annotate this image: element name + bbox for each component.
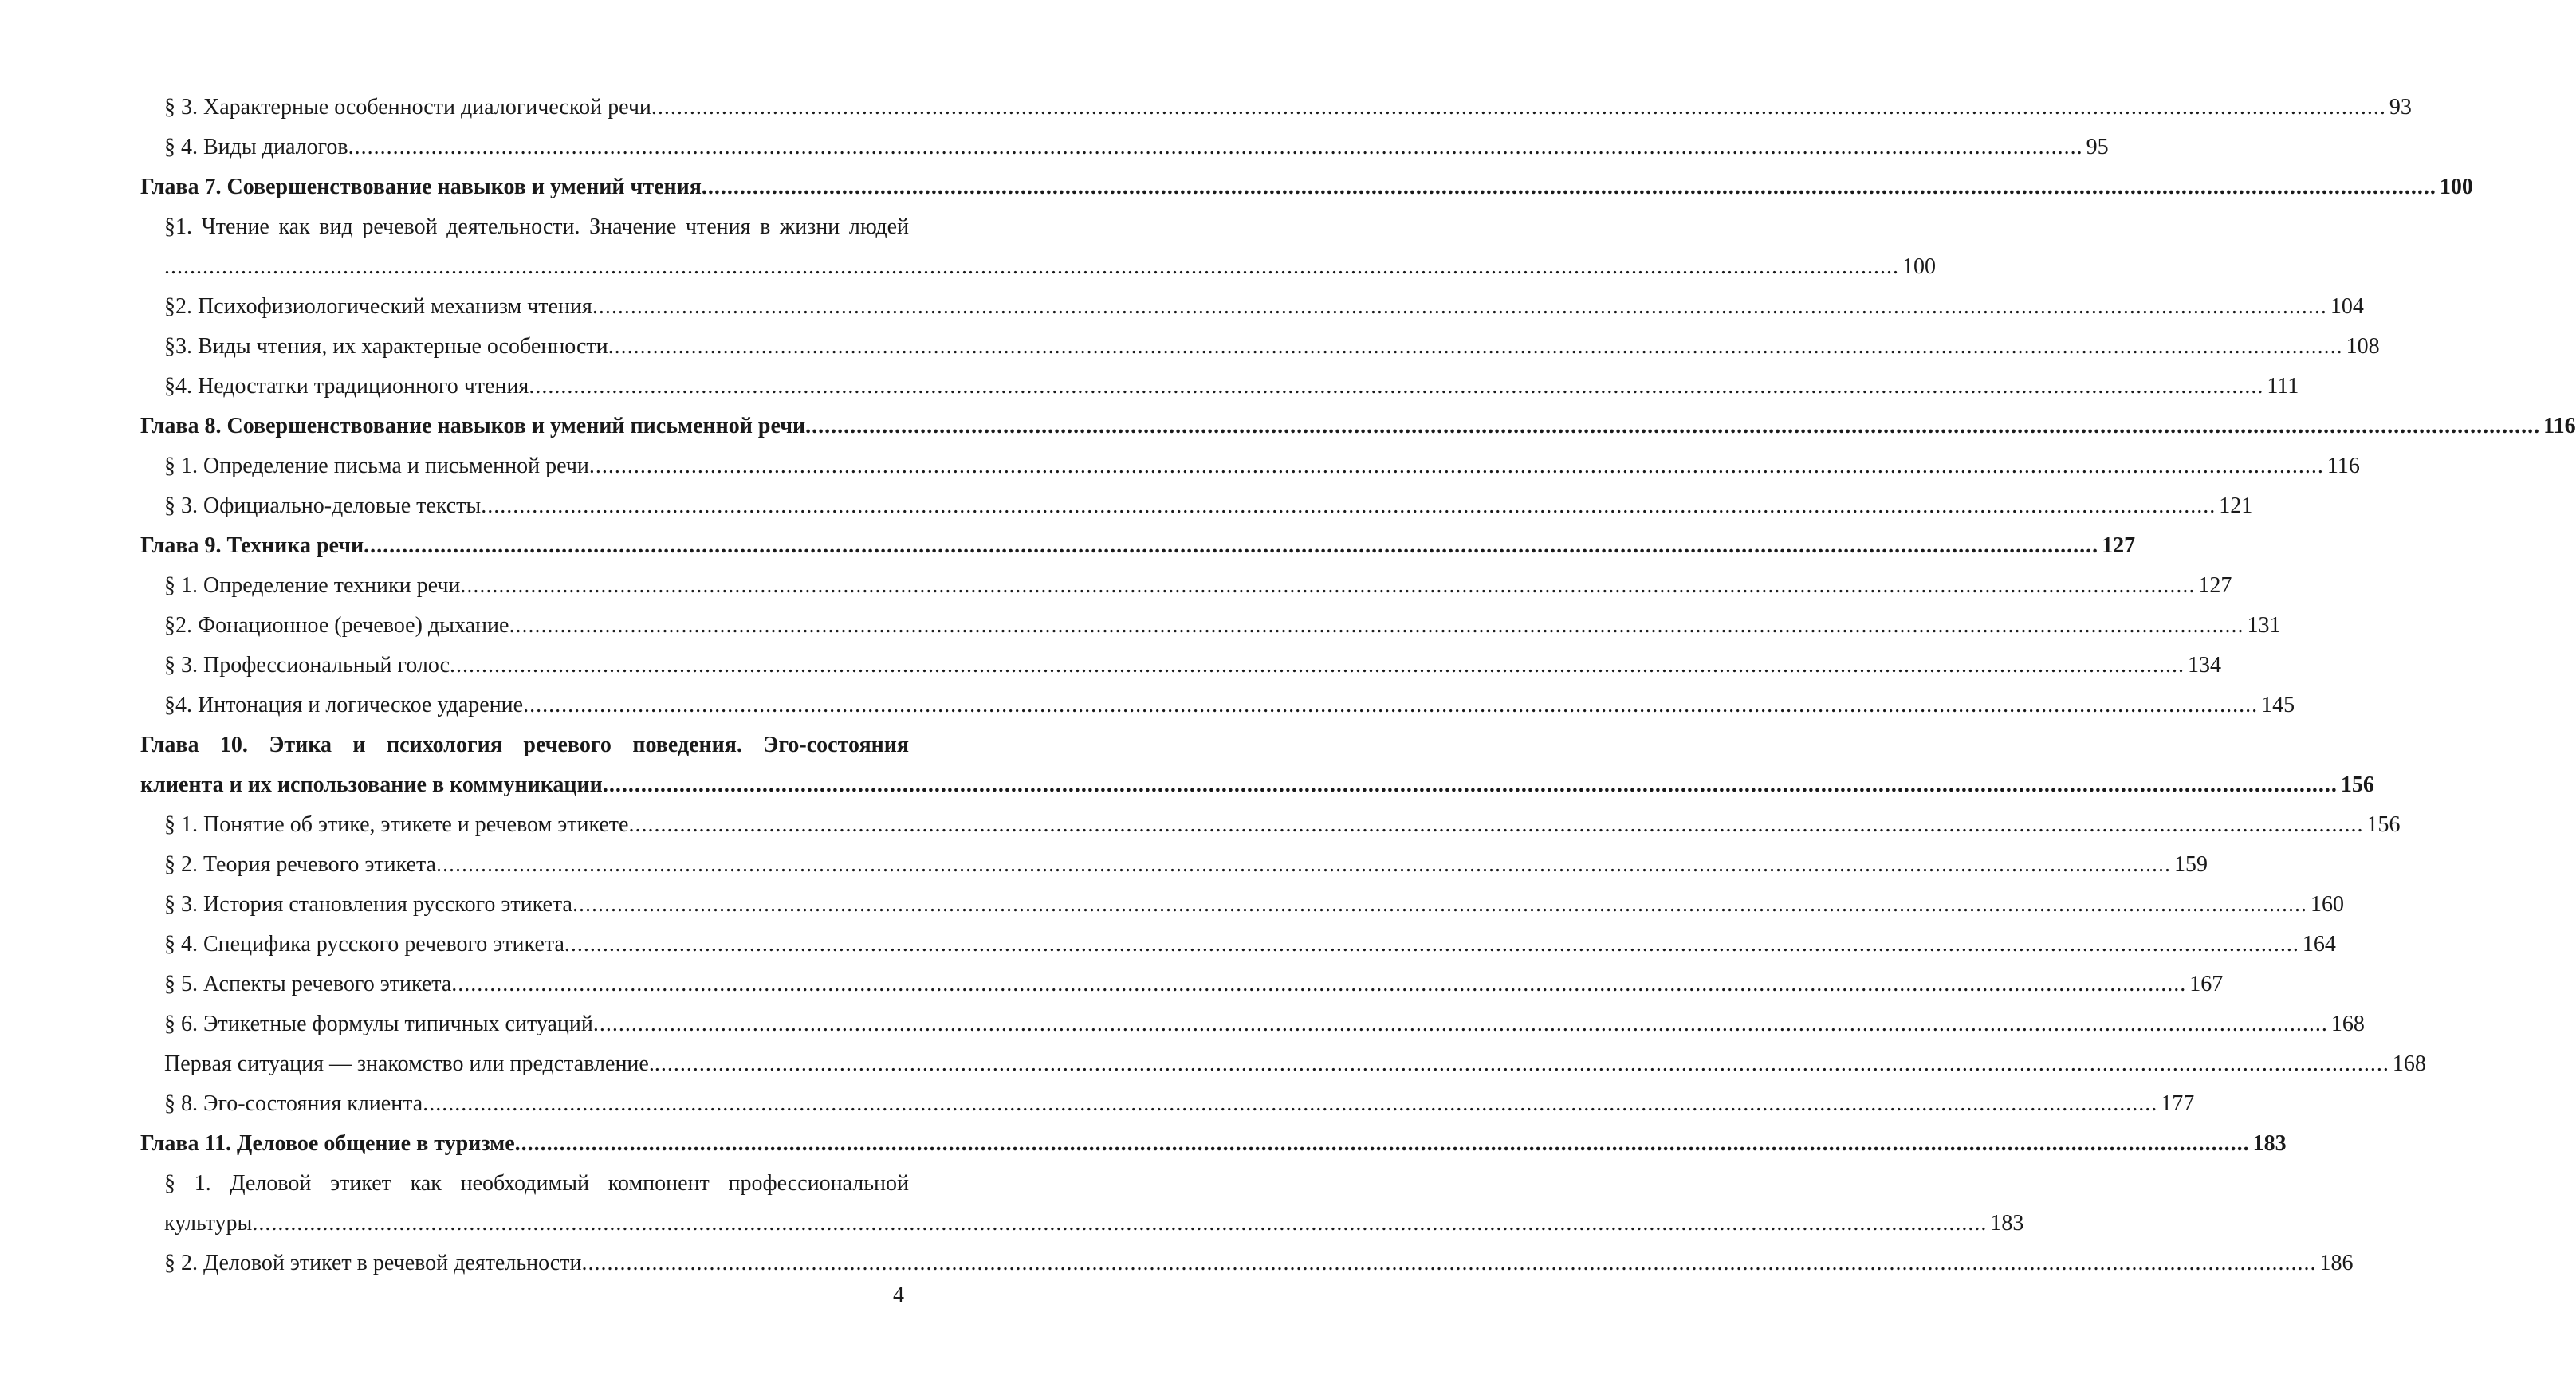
toc-chapter-entry-line2 (140, 765, 2374, 805)
toc-entry-title: §4. Интонация и логическое ударение (164, 693, 524, 717)
toc-entry-title: § 5. Аспекты речевого этикета (164, 972, 452, 996)
toc-entry-page: 108 (2346, 334, 2380, 359)
toc-entry-title: § 3. Официально-деловые тексты (164, 493, 482, 518)
toc-entry-title: § 2. Теория речевого этикета (164, 852, 436, 877)
toc-entry-title: § 4. Виды диалогов (164, 135, 348, 159)
toc-chapter-entry (140, 167, 2473, 207)
toc-section-entry (140, 925, 2336, 965)
toc-entry-title: § 4. Специфика русского речевого этикета (164, 932, 564, 957)
toc-entry-page: 156 (2366, 812, 2401, 837)
dot-leader (451, 965, 2186, 1004)
toc-section-entry (140, 446, 2360, 486)
dot-leader (523, 686, 2258, 725)
toc-entry-page: 93 (2389, 95, 2412, 120)
toc-entry-page: 168 (2392, 1051, 2426, 1076)
toc-chapter-entry (140, 1124, 2287, 1164)
dot-leader (651, 88, 2386, 128)
page-number: 4 (893, 1283, 904, 1307)
toc-entry-title: Глава 11. Деловое общение в туризме (140, 1131, 515, 1156)
toc-entry-page: 100 (2439, 175, 2473, 199)
toc-section-entry-line2 (140, 1204, 2024, 1244)
toc-entry-page: 164 (2302, 932, 2336, 957)
toc-entry-page: 127 (2102, 533, 2136, 558)
toc-section-entry (140, 805, 2401, 845)
dot-leader (364, 526, 2098, 566)
dot-leader (460, 566, 2195, 606)
toc-entry-title: § 3. Характерные особенности диалогической речи (164, 95, 651, 120)
dot-leader (592, 287, 2327, 327)
toc-entry-page: 100 (1902, 254, 1936, 279)
toc-entry-page: 183 (1990, 1211, 2024, 1236)
toc-section-entry (140, 88, 2412, 128)
dot-leader (348, 128, 2083, 167)
toc-section-entry (140, 287, 2364, 327)
toc-entry-page: 127 (2198, 573, 2232, 598)
toc-entry-page: 167 (2189, 972, 2224, 996)
dot-leader (593, 1004, 2328, 1044)
toc-entry-title: § 2. Деловой этикет в речевой деятельности (164, 1251, 582, 1275)
toc-section-entry (140, 327, 2380, 367)
toc-section-entry (140, 486, 2253, 526)
toc-entry-page: 168 (2330, 1012, 2365, 1036)
toc-entry-page: 134 (2188, 653, 2222, 678)
toc-entry-title: Первая ситуация — знакомство или представление. (164, 1051, 655, 1076)
toc-entry-title: § 3. История становления русского этикета (164, 892, 572, 917)
dot-leader (628, 805, 2363, 845)
toc-section-entry (140, 1044, 2426, 1084)
toc-section-entry (140, 1004, 2365, 1044)
toc-chapter-entry (140, 526, 2136, 566)
toc-section-entry (140, 1244, 2354, 1283)
toc-entry-title: § 6. Этикетные формулы типичных ситуаций (164, 1012, 593, 1036)
dot-leader (572, 885, 2307, 925)
toc-section-entry-line1 (140, 207, 909, 247)
toc-section-entry (140, 566, 2232, 606)
toc-entry-page: 183 (2252, 1131, 2287, 1156)
toc-entry-title-line2: культуры (164, 1211, 253, 1236)
toc-entry-title: § 8. Эго-состояния клиента (164, 1091, 423, 1116)
toc-entry-page: 131 (2247, 613, 2281, 638)
toc-section-entry-line1 (140, 1164, 909, 1204)
dot-leader (164, 247, 1899, 287)
toc-section-entry-line2 (140, 247, 1936, 287)
toc-section-entry (140, 606, 2281, 646)
toc-entry-title: § 1. Определение техники речи (164, 573, 461, 598)
dot-leader (436, 845, 2171, 885)
dot-leader (805, 407, 2540, 446)
toc-entry-page: 121 (2219, 493, 2253, 518)
toc-entry-title: Глава 7. Совершенствование навыков и умений чтения (140, 175, 702, 199)
dot-leader (589, 446, 2324, 486)
toc-entry-page: 145 (2261, 693, 2295, 717)
toc-section-entry (140, 965, 2224, 1004)
dot-leader (515, 1124, 2250, 1164)
toc-entry-page: 186 (2319, 1251, 2354, 1275)
toc-section-entry (140, 845, 2208, 885)
toc-chapter-entry-line1 (140, 725, 909, 765)
dot-leader (603, 765, 2338, 805)
toc-entry-title: §2. Психофизиологический механизм чтения (164, 294, 592, 319)
toc-section-entry (140, 646, 2222, 686)
toc-entry-title-line1: § 1. Деловой этикет как необходимый компонент профессиональной (164, 1171, 909, 1196)
toc-entry-title-line2: клиента и их использование в коммуникации (140, 772, 603, 797)
dot-leader (608, 327, 2343, 367)
toc-entry-page: 116 (2326, 454, 2360, 478)
toc-section-entry (140, 1084, 2195, 1124)
dot-leader (581, 1244, 2316, 1283)
toc-entry-title: §4. Недостатки традиционного чтения (164, 374, 529, 399)
toc-section-entry (140, 367, 2299, 407)
dot-leader (450, 646, 2185, 686)
toc-entry-title: § 1. Определение письма и письменной речи (164, 454, 589, 478)
toc-entry-title-line1: §1. Чтение как вид речевой деятельности. Значение чтения в жизни людей (164, 214, 909, 239)
dot-leader (423, 1084, 2157, 1124)
toc-section-entry (140, 885, 2344, 925)
toc-entry-page: 95 (2086, 135, 2109, 159)
toc-entry-title: § 1. Понятие об этике, этикете и речевом этикете (164, 812, 629, 837)
toc-entry-title: Глава 8. Совершенствование навыков и умений письменной речи (140, 414, 806, 438)
toc-entry-page: 159 (2173, 852, 2208, 877)
toc-section-entry (140, 128, 2109, 167)
toc-entry-title: § 3. Профессиональный голос (164, 653, 450, 678)
toc-entry-title: Глава 9. Техника речи (140, 533, 364, 558)
toc-entry-page: 116 (2543, 414, 2576, 438)
toc-entry-page: 160 (2310, 892, 2344, 917)
dot-leader (481, 486, 2216, 526)
toc-chapter-entry (140, 407, 2576, 446)
dot-leader (655, 1044, 2389, 1084)
toc-entry-title-line1: Глава 10. Этика и психология речевого поведения. Эго-состояния (140, 733, 909, 757)
dot-leader (564, 925, 2299, 965)
toc-entry-title: §3. Виды чтения, их характерные особенности (164, 334, 608, 359)
toc-entry-title: §2. Фонационное (речевое) дыхание (164, 613, 509, 638)
dot-leader (529, 367, 2263, 407)
toc-entry-page: 104 (2330, 294, 2364, 319)
toc-entry-page: 177 (2161, 1091, 2195, 1116)
toc-entry-page: 156 (2340, 772, 2374, 797)
table-of-contents (140, 88, 2576, 1283)
dot-leader (509, 606, 2244, 646)
toc-section-entry (140, 686, 2295, 725)
dot-leader (702, 167, 2436, 207)
dot-leader (252, 1204, 1987, 1244)
toc-entry-page: 111 (2267, 374, 2299, 399)
